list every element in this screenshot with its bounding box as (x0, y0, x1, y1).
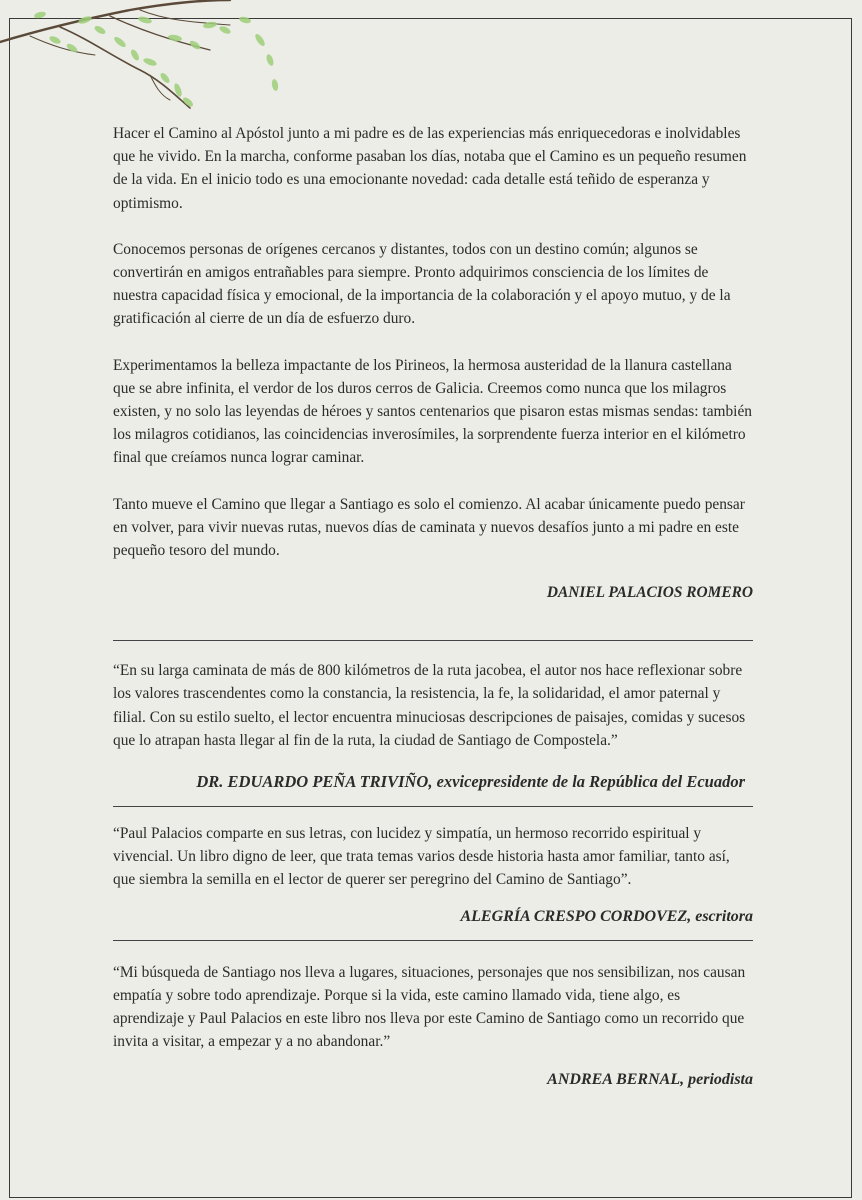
reviewer-role: exvicepresidente de la República del Ecuador (436, 772, 745, 792)
reviewer-name: ANDREA BERNAL, (547, 1071, 685, 1089)
divider (113, 940, 753, 941)
reviewer-name: ALEGRÍA CRESPO CORDOVEZ, (460, 907, 692, 925)
prologue-paragraph: Tanto mueve el Camino que llegar a Santiago es solo el comienzo. Al acabar únicamente puedo pensar en volver, para vivir nuevas rutas, nuevos días de caminata y nuevos desafíos junto a mi padre en este pequeño tesoro del mundo. (113, 495, 745, 560)
divider (113, 640, 753, 641)
reviewer-name: DR. EDUARDO PEÑA TRIVIÑO, (196, 772, 433, 792)
reviewer-role: escritora (695, 907, 753, 925)
review-attribution (113, 1071, 753, 1089)
review-attribution (113, 772, 753, 792)
author-signature: DANIEL PALACIOS ROMERO (546, 584, 753, 602)
prologue-paragraph: Hacer el Camino al Apóstol junto a mi padre es de las experiencias más enriquecedoras e inolvidables que he vivido. En la marcha, conforme pasaban los días, notaba que el Camino es un pequeño resumen de la vida. En el inicio todo es una emocionante novedad: cada detalle está teñido de esperanza y optimismo. (113, 125, 747, 212)
review-quote: “En su larga caminata de más de 800 kilómetros de la ruta jacobea, el autor nos hace reflexionar sobre los valores trascendentes como la constancia, la resistencia, la fe, la solidaridad, el amor paternal y filial. Con su estilo suelto, el lector encuentra minuciosas descripciones de paisajes, comidas y sucesos que lo atrapan hasta llegar al fin de la ruta, la ciudad de Santiago de Compostela.” (113, 662, 746, 749)
prologue-paragraph: Conocemos personas de orígenes cercanos y distantes, todos con un destino común; algunos se convertirán en amigos entrañables para siempre. Pronto adquirimos consciencia de los límites de nuestra capacidad física y emocional, de la importancia de la colaboración y el apoyo mutuo, y de la gratificación al cierre de un día de esfuerzo duro. (113, 240, 731, 328)
review-quote: “Paul Palacios comparte en sus letras, con lucidez y simpatía, un hermoso recorrido espiritual y vivencial. Un libro digno de leer, que trata temas varios desde historia hasta amor familiar, tanto así, que siembra la semilla en el lector de querer ser peregrino del Camino de Santiago”. (113, 825, 730, 889)
prologue-paragraph: Experimentamos la belleza impactante de los Pirineos, la hermosa austeridad de la llanura castellana que se abre infinita, el verdor de los duros cerros de Galicia. Creemos como nunca que los milagros existen, y no solo las leyendas de héroes y santos centenarios que pisaron estas mismas sendas: también los milagros cotidianos, las coincidencias inverosímiles, la sorprendente fuerza interior en el kilómetro final que creíamos nunca lograr caminar. (113, 356, 752, 467)
page-content (113, 122, 753, 1089)
reviewer-role: periodista (688, 1071, 753, 1089)
tree-branch-illustration (0, 0, 300, 120)
review-quote: “Mi búsqueda de Santiago nos lleva a lugares, situaciones, personajes que nos sensibilizan, nos causan empatía y sobre todo aprendizaje. Porque si la vida, este camino llamado vida, tiene algo, es aprendizaje y Paul Palacios en este libro nos lleva por este Camino de Santiago como un recorrido que invita a visitar, a empezar y a no abandonar.” (113, 963, 746, 1051)
divider (113, 806, 753, 807)
review-attribution (113, 908, 753, 926)
